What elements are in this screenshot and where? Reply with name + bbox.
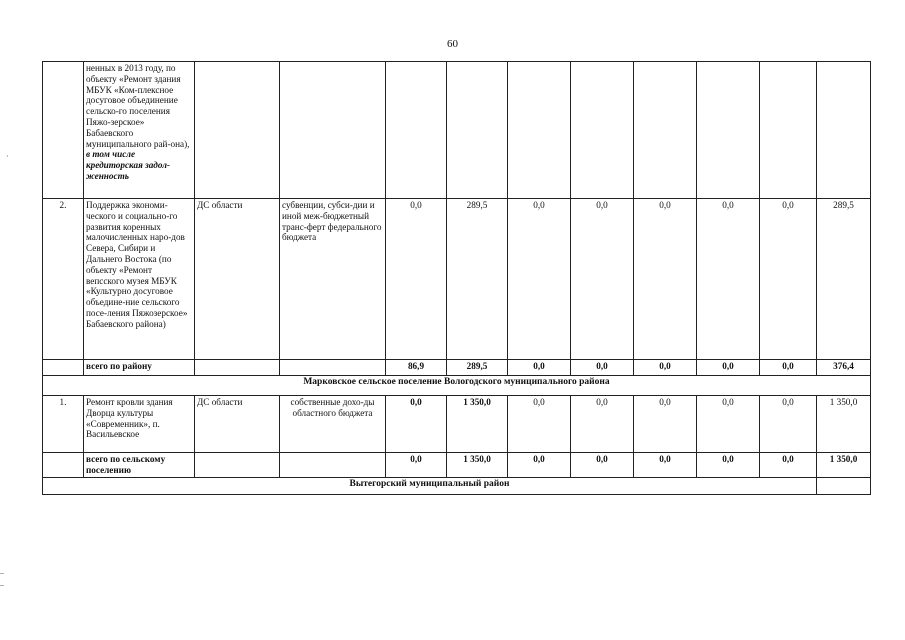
total-value: 0,0: [571, 360, 634, 376]
total-value: 0,0: [634, 453, 697, 478]
cell-value: 0,0: [508, 199, 571, 360]
cell-value: 0,0: [760, 199, 817, 360]
cell-name: Поддержка экономи-ческого и социально-го развития коренных малочисленных наро-дов Севера, Сибири и Дальнего Востока (по объекту «Ремонт вепсского музея МБУК «Культурно досуговое объедине-ние сельского посе-ления Пяжозерское» Бабаевского района): [84, 199, 195, 360]
total-label: всего по району: [84, 360, 195, 376]
total-value: 0,0: [760, 360, 817, 376]
section-title: Марковское сельское поселение Вологодского муниципального района: [43, 376, 871, 396]
cell-value: 0,0: [634, 396, 697, 453]
page-number: 60: [447, 38, 458, 50]
cell-type: собственные дохо-ды областного бюджета: [280, 396, 386, 453]
cell-source: ДС области: [195, 199, 280, 360]
cell-value: 289,5: [447, 199, 508, 360]
cell-value: 1 350,0: [817, 396, 871, 453]
cell-value: 0,0: [386, 199, 447, 360]
cell-value: 0,0: [634, 199, 697, 360]
cell-num: 1.: [43, 396, 84, 453]
total-value: 0,0: [697, 453, 760, 478]
cell-value: 0,0: [697, 396, 760, 453]
table-row: [43, 199, 871, 360]
total-value: 0,0: [508, 453, 571, 478]
cell-name: ненных в 2013 году, по объекту «Ремонт здания МБУК «Ком-плексное досуговое объединение сельско-го поселения Пяжо-зерское» Бабаевского муниципального рай-она), в том числе кредиторская задол-женность: [84, 62, 195, 199]
table-row: [43, 396, 871, 453]
cell-name: Ремонт кровли здания Дворца культуры «Современник», п. Васильевское: [84, 396, 195, 453]
cell-num: [43, 62, 84, 199]
total-value: 0,0: [508, 360, 571, 376]
total-value: 376,4: [817, 360, 871, 376]
table-row-total: [43, 360, 871, 376]
total-value: 86,9: [386, 360, 447, 376]
cell-type: субвенции, субси-дии и иной меж-бюджетный транс-ферт федерального бюджета: [280, 199, 386, 360]
total-label: всего по сельскому поселению: [84, 453, 195, 478]
table-row-total: [43, 453, 871, 478]
cell-num: 2.: [43, 199, 84, 360]
cell-value: 0,0: [508, 396, 571, 453]
section-title: Вытегорский муниципальный район: [43, 478, 817, 495]
cell-value: 1 350,0: [447, 396, 508, 453]
cell-value: 289,5: [817, 199, 871, 360]
total-value: 0,0: [697, 360, 760, 376]
total-value: 1 350,0: [447, 453, 508, 478]
cell-value: 0,0: [571, 199, 634, 360]
cell-value: 0,0: [571, 396, 634, 453]
margin-mark: ·: [6, 152, 9, 161]
table-row-continued: [43, 62, 871, 199]
cell-value: 0,0: [386, 396, 447, 453]
section-row: [43, 478, 871, 495]
margin-mark: –: [0, 580, 4, 589]
total-value: 0,0: [571, 453, 634, 478]
total-value: 1 350,0: [817, 453, 871, 478]
total-value: 0,0: [386, 453, 447, 478]
total-value: 0,0: [634, 360, 697, 376]
section-row: [43, 376, 871, 396]
total-value: 289,5: [447, 360, 508, 376]
total-value: 0,0: [760, 453, 817, 478]
budget-table: [42, 61, 871, 495]
margin-mark: –: [0, 568, 4, 577]
cell-value: 0,0: [760, 396, 817, 453]
cell-source: ДС области: [195, 396, 280, 453]
cell-value: 0,0: [697, 199, 760, 360]
